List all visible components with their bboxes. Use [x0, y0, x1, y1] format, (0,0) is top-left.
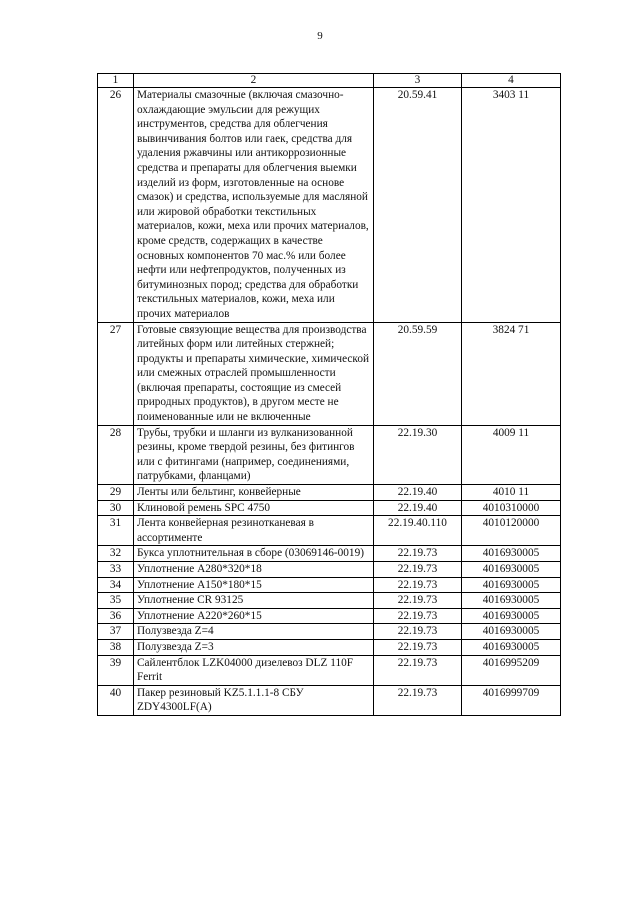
row-number: 40	[98, 685, 134, 715]
row-description: Полузвезда Z=3	[134, 639, 374, 655]
row-okpd-code: 20.59.59	[374, 322, 462, 425]
row-okpd-code: 22.19.73	[374, 577, 462, 593]
row-description: Лента конвейерная резинотканевая в ассортименте	[134, 516, 374, 546]
row-tnved-code: 4016930005	[462, 639, 561, 655]
row-description: Уплотнение А280*320*18	[134, 562, 374, 578]
table-row	[98, 322, 561, 425]
row-tnved-code: 4016999709	[462, 685, 561, 715]
table-row	[98, 577, 561, 593]
row-number: 37	[98, 624, 134, 640]
table-row	[98, 425, 561, 484]
row-okpd-code: 22.19.73	[374, 562, 462, 578]
row-number: 31	[98, 516, 134, 546]
table-row	[98, 485, 561, 501]
table-header	[98, 74, 561, 88]
row-okpd-code: 22.19.40	[374, 485, 462, 501]
row-tnved-code: 3824 71	[462, 322, 561, 425]
row-okpd-code: 22.19.40.110	[374, 516, 462, 546]
table-body	[98, 88, 561, 716]
row-number: 38	[98, 639, 134, 655]
row-tnved-code: 4016930005	[462, 562, 561, 578]
row-description: Букса уплотнительная в сборе (03069146-0019)	[134, 546, 374, 562]
row-number: 29	[98, 485, 134, 501]
row-description: Материалы смазочные (включая смазочно-охлаждающие эмульсии для режущих инструментов, средства для облегчения вывинчивания болтов или гаек, средства для удаления ржавчины или антикоррозионные средства и препараты для облегчения выемки изделий из форм, изготовленные на основе смазок) и средства, используемые для масляной или жировой обработки текстильных материалов, кожи, меха или прочих материалов, кроме средств, содержащих в качестве основных компонентов 70 мас.% или более нефти или нефтепродуктов, полученных из битуминозных пород; средства для обработки текстильных материалов, кожи, меха или прочих материалов	[134, 88, 374, 323]
table-row	[98, 500, 561, 516]
table-row	[98, 516, 561, 546]
row-description: Полузвезда Z=4	[134, 624, 374, 640]
row-tnved-code: 4010120000	[462, 516, 561, 546]
row-okpd-code: 22.19.73	[374, 639, 462, 655]
row-tnved-code: 3403 11	[462, 88, 561, 323]
table-row	[98, 685, 561, 715]
row-description: Ленты или бельтинг, конвейерные	[134, 485, 374, 501]
row-number: 33	[98, 562, 134, 578]
row-description: Клиновой ремень SPC 4750	[134, 500, 374, 516]
row-tnved-code: 4016930005	[462, 608, 561, 624]
row-tnved-code: 4016930005	[462, 593, 561, 609]
table-row	[98, 608, 561, 624]
row-okpd-code: 22.19.73	[374, 546, 462, 562]
row-okpd-code: 20.59.41	[374, 88, 462, 323]
row-tnved-code: 4016930005	[462, 577, 561, 593]
table-row	[98, 639, 561, 655]
row-number: 27	[98, 322, 134, 425]
row-okpd-code: 22.19.73	[374, 593, 462, 609]
row-okpd-code: 22.19.73	[374, 655, 462, 685]
row-tnved-code: 4010310000	[462, 500, 561, 516]
table-row	[98, 655, 561, 685]
table-row	[98, 562, 561, 578]
row-number: 34	[98, 577, 134, 593]
row-number: 26	[98, 88, 134, 323]
table-row	[98, 593, 561, 609]
table-row	[98, 88, 561, 323]
row-description: Готовые связующие вещества для производства литейных форм или литейных стержней; продукты и препараты химические, химической или смежных отраслей промышленности (включая препараты, состоящие из смесей природных продуктов), в другом месте не поименованные или не включенные	[134, 322, 374, 425]
page-number: 9	[317, 30, 323, 42]
header-col-3: 3	[374, 74, 462, 88]
row-number: 30	[98, 500, 134, 516]
table-row	[98, 546, 561, 562]
header-col-1: 1	[98, 74, 134, 88]
row-number: 36	[98, 608, 134, 624]
row-tnved-code: 4016930005	[462, 546, 561, 562]
row-description: Уплотнение А150*180*15	[134, 577, 374, 593]
row-description: Пакер резиновый KZ5.1.1.1-8 СБУ ZDY4300LF(A)	[134, 685, 374, 715]
header-col-2: 2	[134, 74, 374, 88]
row-number: 32	[98, 546, 134, 562]
row-description: Уплотнение А220*260*15	[134, 608, 374, 624]
row-description: Трубы, трубки и шланги из вулканизованной резины, кроме твердой резины, без фитингов или с фитингами (например, соединениями, патрубками, фланцами)	[134, 425, 374, 484]
row-tnved-code: 4009 11	[462, 425, 561, 484]
row-tnved-code: 4016930005	[462, 624, 561, 640]
row-okpd-code: 22.19.40	[374, 500, 462, 516]
codes-table	[97, 73, 561, 716]
row-number: 35	[98, 593, 134, 609]
row-okpd-code: 22.19.73	[374, 608, 462, 624]
row-description: Уплотнение CR 93125	[134, 593, 374, 609]
row-description: Сайлентблок LZK04000 дизелевоз DLZ 110F Ferrit	[134, 655, 374, 685]
row-okpd-code: 22.19.73	[374, 685, 462, 715]
row-tnved-code: 4016995209	[462, 655, 561, 685]
header-col-4: 4	[462, 74, 561, 88]
row-number: 39	[98, 655, 134, 685]
row-okpd-code: 22.19.73	[374, 624, 462, 640]
row-okpd-code: 22.19.30	[374, 425, 462, 484]
row-tnved-code: 4010 11	[462, 485, 561, 501]
row-number: 28	[98, 425, 134, 484]
table-row	[98, 624, 561, 640]
